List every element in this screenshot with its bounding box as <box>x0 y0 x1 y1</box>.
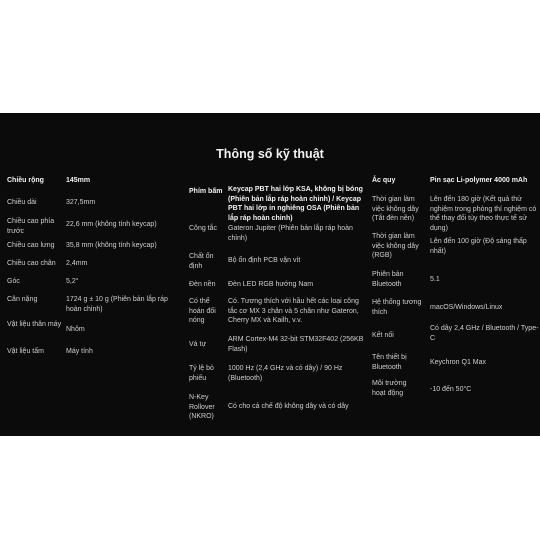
spec-label: Vá tự <box>189 341 207 348</box>
spec-value: 5.1 <box>430 276 440 283</box>
spec-label: Chất ổn định <box>189 253 214 270</box>
spec-label: Phím bấm <box>189 188 223 195</box>
spec-label: Kết nối <box>372 332 394 339</box>
spec-label: Môi trường hoạt động <box>372 380 407 397</box>
spec-row <box>0 270 540 289</box>
spec-label: Thời gian làm việc không dây (Tắt đèn nền) <box>372 196 419 223</box>
spec-label: N-Key Rollover (NKRO) <box>189 394 215 421</box>
spec-label: Vật liệu thân máy <box>7 321 62 328</box>
spec-value: Đèn LED RGB hướng Nam <box>228 281 314 288</box>
spec-label: Chiều rộng <box>7 177 44 184</box>
spec-row <box>0 176 540 186</box>
spec-value: 2,4mm <box>66 260 88 267</box>
spec-row <box>0 195 540 233</box>
spec-row <box>0 353 540 372</box>
spec-value: Lên đến 180 giờ (Kết quả thử nghiệm trong phòng thí nghiệm có thể thay đổi tùy theo thực tế sử dụng) <box>430 196 537 232</box>
spec-value: Keychron Q1 Max <box>430 359 487 366</box>
spec-value: 5,2° <box>66 278 79 285</box>
spec-label: Có thể hoán đổi nóng <box>189 298 216 325</box>
spec-label: Hệ thống tương thích <box>372 299 422 316</box>
spec-value: 1000 Hz (2,4 GHz và có dây) / 90 Hz (Bluetooth) <box>228 365 343 382</box>
spec-value: 327,5mm <box>66 199 96 206</box>
spec-row <box>0 379 540 398</box>
spec-label: Cân nặng <box>7 296 38 303</box>
spec-label: Chiều cao phía trước <box>7 218 55 235</box>
spec-label: Công tắc <box>189 225 218 232</box>
spec-value: Nhôm <box>66 326 85 333</box>
spec-value: macOS/Windows/Linux <box>430 304 503 311</box>
spec-label: Góc <box>7 278 20 285</box>
spec-value: Có. Tương thích với hầu hết các loại công tắc cơ MX 3 chân và 5 chân như Gateron, Cherry MX và Kailh, v.v. <box>228 298 359 325</box>
spec-value: 22,6 mm (không tính keycap) <box>66 221 157 228</box>
spec-value: Keycap PBT hai lớp KSA, không bị bóng (Phiên bản lắp ráp hoàn chỉnh) / Keycap PBT hai lớp in nghiêng OSA (Phiên bản lắp ráp hoàn chỉnh) <box>228 186 363 222</box>
section-title: Thông số kỹ thuật <box>216 147 324 161</box>
spec-value: 35,8 mm (không tính keycap) <box>66 242 157 249</box>
spec-row <box>0 232 540 261</box>
spec-panel <box>0 113 540 436</box>
spec-value: Pin sạc Li-polymer 4000 mAh <box>430 177 528 184</box>
spec-value: 1724 g ± 10 g (Phiên bản lắp ráp hoàn chỉnh) <box>66 296 168 313</box>
spec-label: Ắc quy <box>372 177 396 184</box>
spec-label: Tên thiết bị Bluetooth <box>372 354 407 371</box>
spec-value: Lên đến 100 giờ (Độ sáng thấp nhất) <box>430 238 527 255</box>
spec-value: ARM Cortex-M4 32-bit STM32F402 (256KB Flash) <box>228 336 364 353</box>
spec-value: 145mm <box>66 177 91 184</box>
spec-label: Chiều cao chân <box>7 260 56 267</box>
spec-label: Đèn nền <box>189 281 216 288</box>
spec-value: -10 đến 50°C <box>430 386 472 393</box>
spec-row <box>0 324 540 343</box>
spec-value: Bộ ổn định PCB vặn vít <box>228 257 301 264</box>
spec-label: Vật liệu tấm <box>7 348 44 355</box>
spec-value: Gateron Jupiter (Phiên bản lắp ráp hoàn chỉnh) <box>228 225 353 242</box>
spec-label: Phiên bản Bluetooth <box>372 271 404 288</box>
spec-label: Thời gian làm việc không dây (RGB) <box>372 233 419 260</box>
spec-label: Chiều dài <box>7 199 37 206</box>
spec-label: Chiều cao lưng <box>7 242 55 249</box>
spec-value: Có dây 2,4 GHz / Bluetooth / Type-C <box>430 325 539 342</box>
spec-value: Máy tính <box>66 348 93 355</box>
spec-row <box>0 298 540 317</box>
spec-label: Tỷ lệ bỏ phiếu <box>189 365 214 382</box>
spec-value: Có cho cả chế độ không dây và có dây <box>228 403 349 410</box>
